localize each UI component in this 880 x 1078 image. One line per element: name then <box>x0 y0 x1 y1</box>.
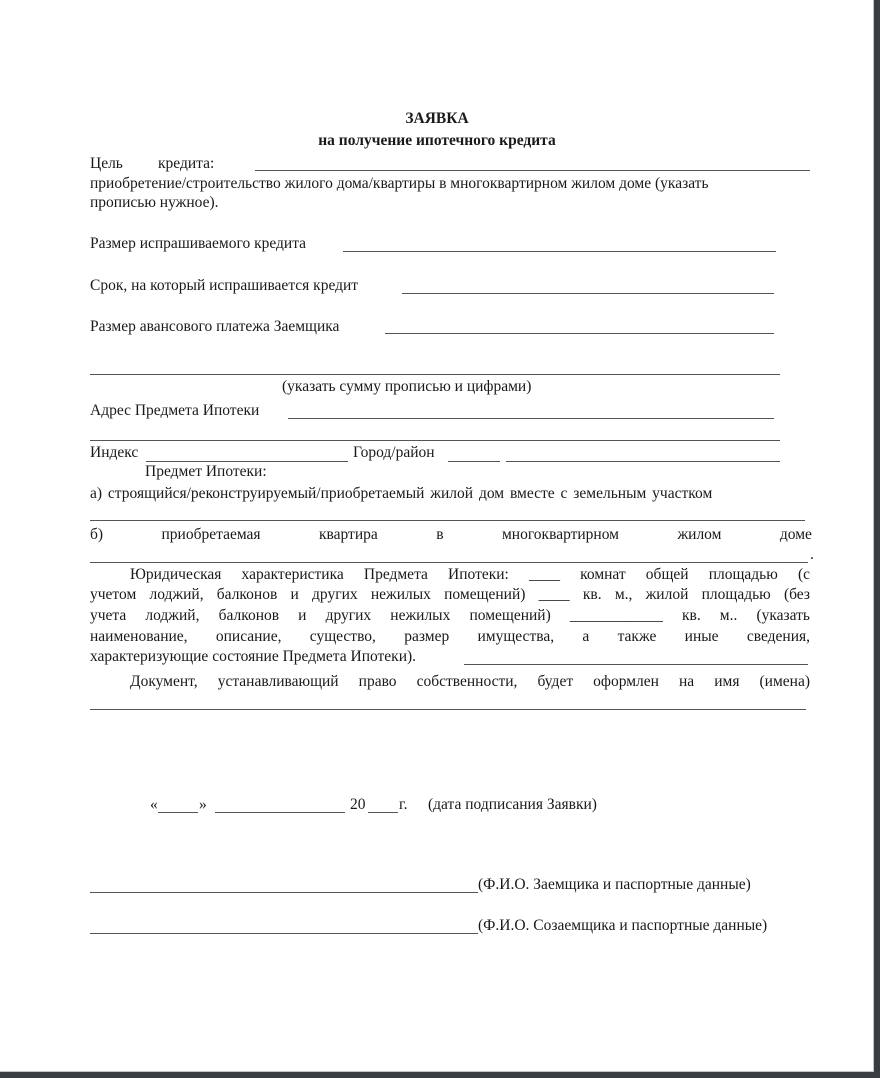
date-year-prefix: 20 <box>350 796 366 813</box>
window-border-right <box>874 0 880 1078</box>
credit-purpose-label-1: Цель <box>90 155 123 172</box>
credit-amount-field[interactable] <box>343 251 776 252</box>
date-close-quote: » <box>199 796 207 813</box>
borrower-signature-label: (Ф.И.О. Заемщика и паспортные данные) <box>478 876 751 893</box>
option-b-word: б) <box>90 526 104 543</box>
legal-line-2: учетом лоджий, балконов и других нежилых помещений) ____ кв. м., жилой площадью (без <box>90 586 810 603</box>
legal-line-3: учета лоджий, балконов и других нежилых помещений) ____________ кв. м.. (указать <box>90 607 810 624</box>
address-field-2[interactable] <box>90 440 780 441</box>
subject-option-a: а) строящийся/реконструируемый/приобретаемый жилой дом вместе с земельным участком <box>90 485 713 502</box>
credit-term-field[interactable] <box>402 293 774 294</box>
legal-line-5: характеризующие состояние Предмета Ипотеки). <box>90 648 417 665</box>
borrower-signature-field[interactable] <box>90 892 478 893</box>
coborrower-signature-label: (Ф.И.О. Созаемщика и паспортные данные) <box>478 917 768 934</box>
date-year-field[interactable] <box>368 812 398 813</box>
index-label: Индекс <box>90 444 139 461</box>
down-payment-field-2[interactable] <box>90 374 780 375</box>
option-b-word: в <box>436 526 444 543</box>
document-subtitle: на получение ипотечного кредита <box>318 132 556 149</box>
down-payment-field[interactable] <box>385 333 774 334</box>
down-payment-label: Размер авансового платежа Заемщика <box>90 318 340 335</box>
legal-line-1: Юридическая характеристика Предмета Ипотеки: ____ комнат общей площадью (с <box>130 566 810 583</box>
date-day-field[interactable] <box>158 812 198 813</box>
date-year-suffix: г. <box>399 796 408 813</box>
subject-option-a-field[interactable] <box>90 520 805 521</box>
credit-term-label: Срок, на который испрашивается кредит <box>90 277 359 294</box>
date-open-quote: « <box>150 796 158 813</box>
ownership-text: Документ, устанавливающий право собственности, будет оформлен на имя (имена) <box>130 673 810 690</box>
date-note: (дата подписания Заявки) <box>428 796 597 813</box>
credit-purpose-hint-2: прописью нужное). <box>90 194 219 211</box>
option-b-word: жилом <box>677 526 722 543</box>
city-field-2[interactable] <box>506 461 780 462</box>
address-label: Адрес Предмета Ипотеки <box>90 402 260 419</box>
option-b-word: квартира <box>318 526 378 543</box>
credit-purpose-label-2: кредита: <box>158 155 215 172</box>
option-b-word: приобретаемая <box>161 526 261 543</box>
city-field[interactable] <box>448 461 500 462</box>
option-b-end: . <box>810 546 814 563</box>
credit-amount-label: Размер испрашиваемого кредита <box>90 235 307 252</box>
subject-option-b-field[interactable] <box>90 562 808 563</box>
credit-purpose-hint: приобретение/строительство жилого дома/квартиры в многоквартирном жилом доме (указать <box>90 175 709 192</box>
coborrower-signature-field[interactable] <box>90 933 478 934</box>
down-payment-note: (указать сумму прописью и цифрами) <box>282 378 532 395</box>
ownership-field[interactable] <box>90 709 806 710</box>
credit-purpose-field[interactable] <box>255 170 810 171</box>
document-title: ЗАЯВКА <box>405 110 469 127</box>
subject-option-b <box>90 526 812 544</box>
option-b-word: доме <box>779 526 812 543</box>
window-border-bottom <box>0 1072 880 1078</box>
date-month-field[interactable] <box>215 812 345 813</box>
option-b-word: многоквартирном <box>501 526 619 543</box>
city-label: Город/район <box>353 444 435 461</box>
address-field[interactable] <box>288 418 774 419</box>
index-field[interactable] <box>146 461 348 462</box>
subject-heading: Предмет Ипотеки: <box>145 463 267 480</box>
legal-line-4: наименование, описание, существо, размер имущества, а также иные сведения, <box>90 628 810 645</box>
legal-details-field[interactable] <box>464 664 808 665</box>
